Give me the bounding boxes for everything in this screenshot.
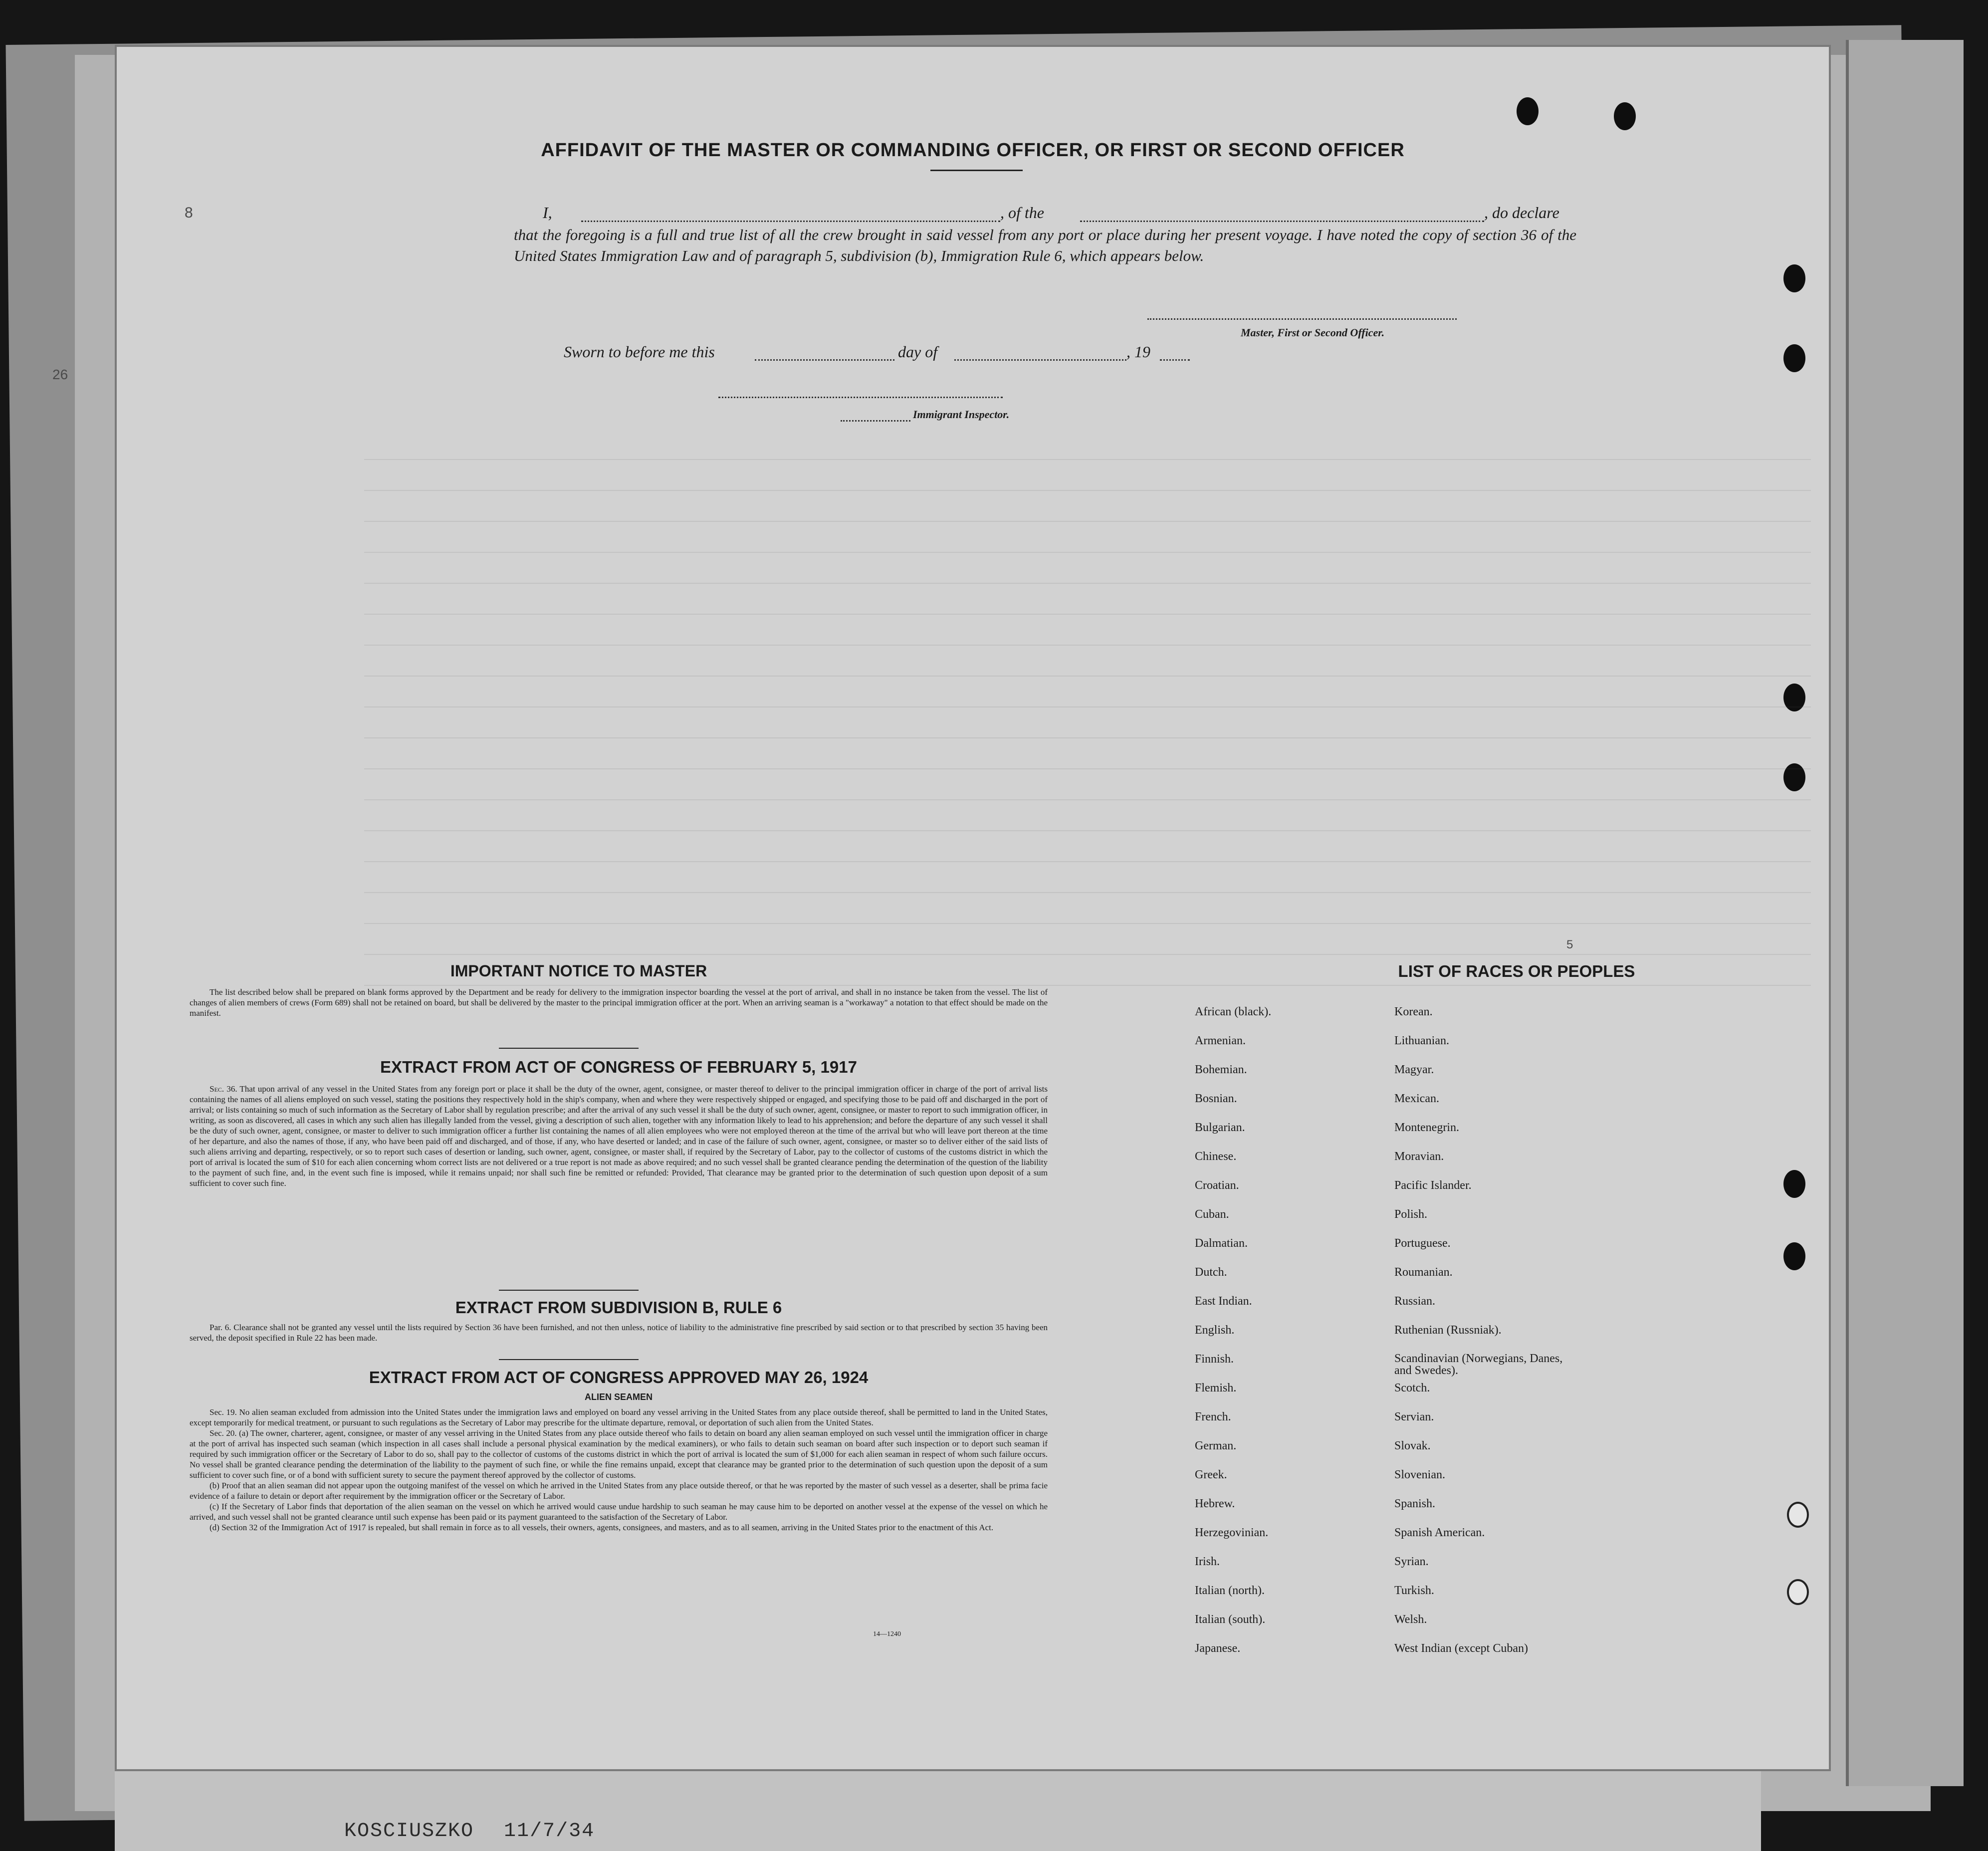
of-the-text: , of the [1000,204,1044,222]
declarant-name-line [581,221,1000,222]
race-item: Bosnian. [1195,1092,1237,1105]
race-item: German. [1195,1439,1237,1452]
section-36-text: That upon arrival of any vessel in the United States from any foreign port or place it shall be the duty of the owner, agent, consignee, or master thereof to deliver to the principal immigration officer in charge of the port of arrival lists containing the names of all aliens employed on such vessel, stating the positions they respectively hold in the ship's company, when and where they were respectively shipped or engaged, and specifying those to be paid off and discharged in the port of arrival; or lists containing so much of such information as the Secretary of Labor shall by regulation prescribe; and after the arrival of any such vessel it shall be the duty of such owner, agent, consignee, or master to report to such immigration officer, in writing, as soon as discovered, all cases in which any such alien has illegally landed from the vessel, giving a description of such alien, together with any information likely to lead to his apprehension; and before the departure of any such vessel it shall be the duty of such owner, agent, consignee, or master to deliver to such immigration officer a further list containing the names of all alien employees who were not employed thereon at the time of the arrival but who will leave port thereon at the time of her departure, and also the names of those, if any, who have been paid off and discharged, and of those, if any, who have deserted or landed; and in case of the failure of such owner, agent, consignee, or master so to deliver either of the said lists of such aliens arriving and departing, respectively, or so to report such cases of desertion or landing, such owner, agent, consignee, or master shall, if required by the Secretary of Labor, pay to the collector of customs of the customs district in which the port of arrival is located the sum of $10 for each alien concerning whom correct lists are not delivered or a true report is not made as above required; and no such vessel shall be granted clearance pending the determination of the question of the liability to the payment of such fine, and, in the event such fine is imposed, while it remains unpaid; nor shall such fine be remitted or refunded: Provided, That clearance may be granted prior to the determination of such question upon deposit of a sum sufficient to cover such fine. [190,1084,1048,1188]
sworn-year-line [1160,359,1190,361]
punch-hole [1783,1242,1805,1270]
notice-text: The list described below shall be prepared on blank forms approved by the Department and be ready for delivery to the immigration inspector boarding the vessel at the port of arrival, and shall in no instance be taken from the vessel. The list of changes of alien members of crews (Form 689) shall not be retained on board, but shall be delivered by the master to the principal immigration officer at the port. When an arriving seaman is a "workaway" a notation to that effect should be made on the manifest. [190,987,1048,1018]
race-item: West Indian (except Cuban) [1394,1642,1528,1655]
do-declare-text: , do declare [1484,204,1559,222]
race-item: Spanish American. [1394,1526,1485,1539]
race-item: Scandinavian (Norwegians, Danes, and Swedes). [1394,1352,1563,1377]
race-item: Lithuanian. [1394,1034,1449,1047]
extract-1917-body [190,1084,1048,1188]
sworn-prefix: Sworn to before me this [564,343,715,361]
inspector-signature-line [718,397,1003,398]
race-item: Spanish. [1394,1497,1436,1510]
race-item: Irish. [1195,1555,1220,1568]
race-item: Croatian. [1195,1179,1239,1192]
race-item: Armenian. [1195,1034,1246,1047]
race-item: Montenegrin. [1394,1121,1459,1134]
race-item: Greek. [1195,1468,1227,1481]
notice-body [190,987,1048,1018]
race-item: Japanese. [1195,1642,1241,1655]
sec-20a-text: Sec. 20. (a) The owner, charterer, agent, consignee, or master of any vessel arriving in the United States from any place outside thereof who fails to detain on board any alien seaman employed on such vessel until the immigration officer in charge at the port of arrival has inspected such seaman (which inspection in all cases shall include a personal physical examination by the medical examiners), or who fails to detain such seaman on board after such inspection or to deport such seaman if required by such immigration officer or the Secretary of Labor to do so, shall pay to the collector of customs of the customs district in which the port of arrival is located the sum of $1,000 for each alien seaman in respect of whom such failure occurs. No vessel shall be granted clearance pending the determination of the liability to the payment of such fine, or while the fine remains unpaid, except that clearance may be granted prior to the determination of such question upon the deposit of a sum sufficient to cover such fine, or of a bond with sufficient surety to secure the payment thereof approved by the collector of customs. [190,1428,1048,1480]
sec-20c-text: (c) If the Secretary of Labor finds that deportation of the alien seaman on the vessel on which he arrived would cause undue hardship to such seaman he may cause him to be deported on another vessel at the expense of the vessel on which he arrived, and such vessel shall not be granted clearance until such expense has been paid or its payment guaranteed to the satisfaction of the Secretary of Labor. [190,1502,1048,1522]
signature-caption: Master, First or Second Officer. [1241,326,1385,339]
extract-1924-heading: EXTRACT FROM ACT OF CONGRESS APPROVED MAY 26, 1924 [369,1368,869,1387]
bleed-through-area [364,429,1811,1018]
notice-heading: IMPORTANT NOTICE TO MASTER [450,962,707,980]
stamp-date: 11/7/34 [504,1820,595,1843]
race-item: Italian (south). [1195,1613,1266,1626]
vessel-stamp [344,1820,595,1843]
sworn-month-line [954,359,1126,361]
form-number: 14—1240 [873,1630,901,1638]
divider [499,1359,639,1360]
extract-1924-body [190,1407,1048,1533]
race-item: Finnish. [1195,1353,1234,1366]
punch-hole [1783,344,1805,372]
left-edge-number: 26 [52,367,68,382]
race-item: Slovenian. [1394,1468,1445,1481]
race-item: Flemish. [1195,1382,1237,1394]
race-item: Syrian. [1394,1555,1429,1568]
races-left-column [1195,1005,1271,1671]
alien-seamen-subheading: ALIEN SEAMEN [584,1392,653,1402]
punch-hole [1614,102,1636,130]
race-item: French. [1195,1410,1231,1423]
extract-rule6-heading: EXTRACT FROM SUBDIVISION B, RULE 6 [455,1298,782,1317]
race-item: Chinese. [1195,1150,1237,1163]
race-item: Polish. [1394,1208,1428,1221]
punch-hole [1783,264,1805,292]
section-label: Sec. 36. [210,1084,237,1094]
race-item: Pacific Islander. [1394,1179,1472,1192]
sworn-year-text: , 19 [1126,343,1150,361]
races-heading: LIST OF RACES OR PEOPLES [1398,962,1635,980]
race-item: Roumanian. [1394,1266,1453,1279]
margin-mark: 8 [185,205,193,221]
signature-line [1147,318,1457,320]
sec-19-text: Sec. 19. No alien seaman excluded from admission into the United States under the immigration laws and employed on board any vessel arriving in the United States from any place outside thereof, shall be permitted to land in the United States, except temporarily for medical treatment, or pursuant to such regulations as the Secretary of Labor may prescribe for the ultimate departure, removal, or deportation of such alien from the United States. [190,1407,1048,1427]
divider [499,1290,639,1291]
extract-rule6-body [190,1322,1048,1343]
race-item: Bohemian. [1195,1063,1247,1076]
sec-20b-text: (b) Proof that an alien seaman did not appear upon the outgoing manifest of the vessel on which he arrived in the United States from any place outside thereof, or that he was reported by the master of such vessel as a deserter, shall be prima facie evidence of a failure to detain or deport after requirement by the immigration officer or the Secretary of Labor. [190,1481,1048,1501]
sworn-day-line [755,359,894,361]
race-item: African (black). [1195,1005,1272,1018]
races-right-column [1394,1005,1574,1671]
race-item: Korean. [1394,1005,1433,1018]
race-item: English. [1195,1324,1235,1337]
rule6-text: Par. 6. Clearance shall not be granted any vessel until the lists required by Section 36 have been furnished, and not then unless, notice of liability to the administrative fine prescribed by said section or to that prescribed by section 35 having been served, the deposit specified in Rule 22 has been made. [190,1323,1048,1343]
race-item: Mexican. [1394,1092,1439,1105]
race-item: Russian. [1394,1295,1436,1308]
manifest-page [115,45,1831,1771]
inspector-caption: Immigrant Inspector. [913,408,1010,421]
race-item: Bulgarian. [1195,1121,1245,1134]
divider [499,1048,639,1049]
right-sheet-edge [1846,40,1964,1786]
race-item: Dutch. [1195,1266,1227,1279]
race-item: Italian (north). [1195,1584,1265,1597]
race-item: Moravian. [1394,1150,1444,1163]
race-item: Herzegovinian. [1195,1526,1269,1539]
race-item: East Indian. [1195,1295,1252,1308]
punch-hole [1787,1502,1809,1528]
race-item: Dalmatian. [1195,1237,1248,1250]
declarant-prefix: I, [543,204,552,222]
punch-hole [1783,1170,1805,1198]
margin-mark: 5 [1566,938,1573,951]
race-item: Ruthenian (Russniak). [1394,1324,1502,1337]
race-item: Scotch. [1394,1382,1430,1394]
inspector-name-line [841,420,910,422]
title-underline [930,170,1023,171]
affidavit-title: AFFIDAVIT OF THE MASTER OR COMMANDING OFFICER, OR FIRST OR SECOND OFFICER [541,140,1405,161]
race-item: Turkish. [1394,1584,1434,1597]
sworn-day-text: day of [898,343,938,361]
extract-1917-heading: EXTRACT FROM ACT OF CONGRESS OF FEBRUARY 5, 1917 [380,1058,857,1076]
punch-hole [1517,97,1539,125]
race-item: Cuban. [1195,1208,1229,1221]
race-item: Hebrew. [1195,1497,1235,1510]
affidavit-body: that the foregoing is a full and true list of all the crew brought in said vessel from any port or place during her present voyage. I have noted the copy of section 36 of the United States Immigration Law and of paragraph 5, subdivision (b), Immigration Rule 6, which appears below. [514,226,1576,264]
race-item: Slovak. [1394,1439,1431,1452]
race-item: Servian. [1394,1410,1434,1423]
race-item: Magyar. [1394,1063,1434,1076]
punch-hole [1787,1579,1809,1605]
vessel-name-line [1080,221,1484,222]
race-item: Welsh. [1394,1613,1427,1626]
race-item: Portuguese. [1394,1237,1451,1250]
vessel-name: KOSCIUSZKO [344,1820,474,1843]
sec-20d-text: (d) Section 32 of the Immigration Act of 1917 is repealed, but shall remain in force as to all vessels, their owners, agents, consignees, and masters, and as to all seamen, arriving in the United States prior to the enactment of this Act. [210,1523,994,1532]
